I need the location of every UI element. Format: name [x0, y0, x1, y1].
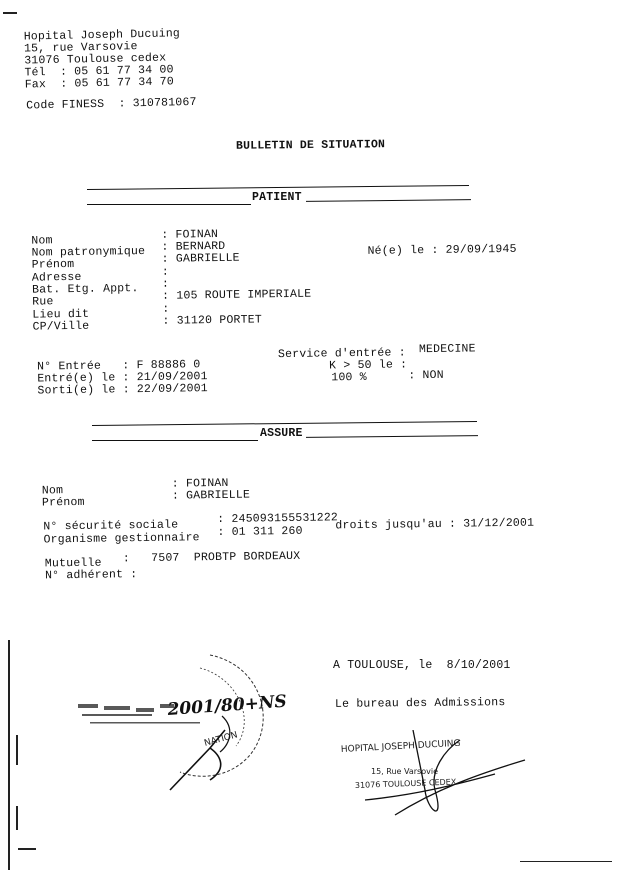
service-label: Service d'entrée :: [277, 346, 406, 362]
label-prenom: Prénom: [31, 257, 75, 272]
label-rue: Rue: [32, 295, 54, 309]
assure-prenom-value: : GABRIELLE: [171, 488, 251, 503]
entree-number: N° Entrée : F 88886 0: [37, 358, 201, 374]
mutuelle-value: : 7507 PROBTP BORDEAUX: [122, 549, 301, 566]
hospital-fax: Fax : 05 61 77 34 70: [24, 75, 175, 92]
left-scan-mark-3: [18, 848, 36, 850]
entree-date: Entré(e) le : 21/09/2001: [37, 370, 208, 386]
value-rue: : 105 ROUTE IMPERIALE: [162, 287, 312, 303]
birth-date: Né(e) le : 29/09/1945: [367, 242, 517, 258]
left-scan-edge: [8, 640, 10, 870]
label-nom-patronymique: Nom patronymique: [31, 244, 146, 260]
secu-label: N° sécurité sociale: [43, 518, 179, 534]
hospital-city: 31076 Toulouse cedex: [24, 51, 167, 68]
service-value: MEDECINE: [418, 342, 476, 357]
hospital-name: Hopital Joseph Ducuing: [23, 27, 181, 44]
secu-value: : 245093155531222: [217, 511, 339, 527]
value-lieu-dit: :: [162, 302, 170, 316]
value-prenom: : GABRIELLE: [161, 251, 240, 266]
stamp-line-3: 31076 TOULOUSE CEDEX: [354, 777, 457, 790]
patient-section-label: PATIENT: [252, 191, 302, 204]
stamp-line-2: 15, Rue Varsovie: [371, 767, 438, 776]
org-value: : 01 311 260: [217, 524, 303, 540]
patient-rule-right: [306, 199, 471, 202]
admissions-office: Le bureau des Admissions: [334, 696, 506, 711]
pct-label: 100 %: [331, 370, 367, 385]
sortie-date: Sorti(e) le : 22/09/2001: [37, 382, 208, 398]
label-lieu-dit: Lieu dit: [32, 307, 90, 322]
value-nom: : FOINAN: [161, 227, 219, 242]
label-cp-ville: CP/Ville: [32, 319, 90, 334]
patient-rule-top: [87, 185, 469, 190]
patient-rule-left: [87, 204, 251, 205]
hospital-tel: Tél : 05 61 77 34 00: [24, 63, 174, 80]
finess-code: Code FINESS : 310781067: [26, 95, 197, 113]
left-stamp-text: NATION: [203, 730, 239, 749]
label-bat: Bat. Etg. Appt.: [31, 282, 139, 297]
assure-prenom-label: Prénom: [41, 495, 85, 510]
assure-rule-left: [92, 440, 258, 441]
stamp-line-1: HOPITAL JOSEPH DUCUING: [340, 738, 461, 755]
label-nom: Nom: [31, 234, 53, 248]
assure-rule-right: [306, 435, 478, 438]
assure-rule-top: [92, 421, 477, 426]
top-corner-mark: [3, 12, 17, 14]
hospital-street: 15, rue Varsovie: [23, 40, 138, 56]
org-label: Organisme gestionnaire: [43, 531, 200, 547]
left-scan-mark-1: [16, 735, 18, 765]
droits-until: droits jusqu'au : 31/12/2001: [335, 516, 535, 533]
label-adresse: Adresse: [31, 270, 82, 285]
assure-nom-value: : FOINAN: [171, 476, 229, 491]
k-label: K > 50 le :: [329, 358, 408, 373]
right-stamp: [335, 730, 535, 830]
document-title: BULLETIN DE SITUATION: [235, 138, 386, 153]
assure-nom-label: Nom: [41, 484, 64, 498]
place-date: A TOULOUSE, le 8/10/2001: [333, 659, 511, 672]
value-cp-ville: : 31120 PORTET: [162, 313, 263, 328]
value-adresse: :: [161, 265, 170, 279]
value-bat: :: [161, 277, 170, 291]
left-stamp: [60, 640, 310, 800]
left-scan-mark-2: [16, 806, 18, 830]
left-signature-stroke: [170, 730, 225, 790]
assure-section-label: ASSURE: [260, 427, 303, 440]
pct-value: : NON: [408, 368, 444, 383]
bottom-scan-line: [520, 861, 612, 862]
mutuelle-label: Mutuelle: [44, 556, 102, 571]
value-nom-patronymique: : BERNARD: [161, 239, 226, 254]
handwritten-number: 2001/80+NS: [166, 691, 288, 720]
adherent-label: N° adhérent :: [44, 568, 138, 583]
